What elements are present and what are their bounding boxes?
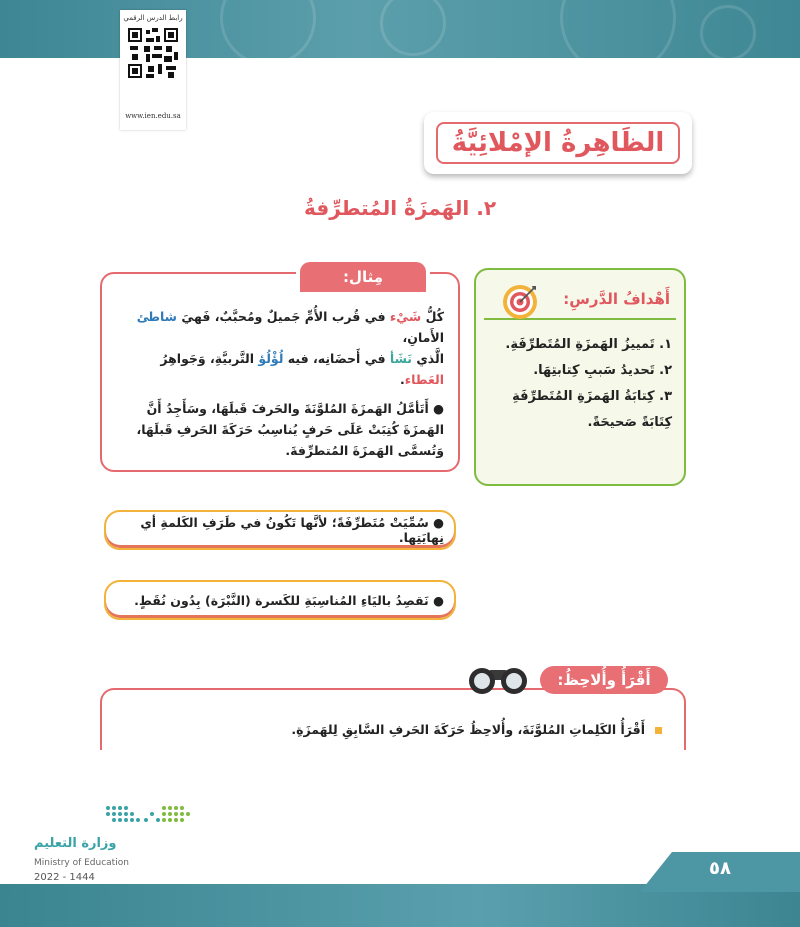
example-tab: مِثال: [300, 262, 426, 292]
qr-code-icon [128, 28, 178, 78]
example-bullet: ● أَتَأمَّلُ الهَمزَةَ المُلوَّنَةَ والحَرفَ قَبلَهَا، وسَأَجِدُ أَنَّ الهَمزَةَ كُتِبَتْ عَلَى حَرفٍ يُناسِبُ حَرَكَةَ الحَرفِ قَبلَهَا، وَتُسمَّى الهَمزَةَ المُتطرِّفةَ. [136, 401, 444, 458]
goal-item: ٢. تَحديدُ سَببِ كِتابتِهَا. [533, 363, 672, 378]
note-box: ● سُمِّيَتْ مُتَطرِّفَةً؛ لأنَّها تَكُونُ في طَرَفِ الكَلمةِ أي نِهايَتِها. [104, 510, 456, 550]
page-title: الظَاهِرةُ الإمْلائِيَّةُ [436, 122, 680, 164]
goal-item: ٣. كِتابَةُ الهَمزَةِ المُتَطرِّفَةِ كِتَابَةً صَحيحَةً. [512, 389, 672, 430]
bullet-square-icon [655, 727, 662, 734]
text-segment: . [399, 372, 405, 387]
target-icon [502, 284, 538, 320]
read-observe-item [250, 722, 662, 737]
qr-url[interactable]: www.ien.edu.sa [125, 112, 181, 120]
edition-year: 2022 - 1444 [34, 872, 95, 883]
text-segment: التَّربيَّةِ، وَجَواهِرُ [160, 351, 259, 366]
text-segment: في أَحضَانِه، فيه [283, 351, 390, 366]
goals-title: أَهْدافُ الدَّرسِ: [563, 290, 670, 308]
note-box: ● نَقصِدُ باليَاءِ المُناسِبَةِ للكَسرة (النَّبْرَة) بِدُون نُقَطٍ. [104, 580, 456, 620]
ministry-name-en: Ministry of Education [34, 858, 129, 868]
lesson-subheading: ٢. الهَمزَةُ المُتطرِّفةُ [303, 196, 497, 220]
read-observe-frame [100, 688, 686, 750]
ministry-logo [34, 800, 204, 890]
lesson-goals-box [474, 268, 686, 486]
ministry-dots-icon [102, 800, 192, 832]
qr-code-card[interactable] [120, 10, 186, 130]
ministry-name-ar: وزارة التعليم [34, 836, 117, 851]
highlight-word: العَطاء [404, 372, 444, 387]
example-box [100, 262, 460, 470]
example-text [114, 306, 444, 461]
highlight-word: لُؤْلُؤ [258, 351, 284, 366]
read-observe-text: أَقْرَأُ الكَلِماتِ المُلوَّنَةَ، وأُلاحِظُ حَرَكَةَ الحَرفِ السَّابِقِ لِلهَمزَةِ. [291, 722, 645, 737]
qr-label: رابط الدرس الرقمي [123, 14, 183, 22]
page-number: ٥٨ [709, 858, 731, 879]
goal-item: ١. تَمييزُ الهَمزَةِ المُتَطرِّفَةِ. [505, 337, 672, 352]
goals-header [484, 284, 676, 320]
example-line-2 [114, 348, 444, 390]
text-segment: الَّذي [411, 351, 444, 366]
goals-list [486, 332, 672, 436]
text-segment: الأَمانِ، [402, 330, 444, 345]
read-observe-tab: أَقْرَأُ وأُلاحِظُ: [540, 666, 668, 694]
read-observe-section [100, 650, 688, 740]
highlight-word: شاطئ [136, 309, 177, 324]
text-segment: كُلُّ [421, 309, 444, 324]
highlight-word: نَشَأ [389, 351, 412, 366]
example-line-1 [114, 306, 444, 348]
binoculars-icon [468, 662, 528, 696]
text-segment: في قُرب الأُمِّ جَميلٌ ومُحبَّبٌ، فَهيَ [176, 309, 390, 324]
highlight-word: شَيْء [389, 309, 422, 324]
title-box [424, 112, 692, 174]
